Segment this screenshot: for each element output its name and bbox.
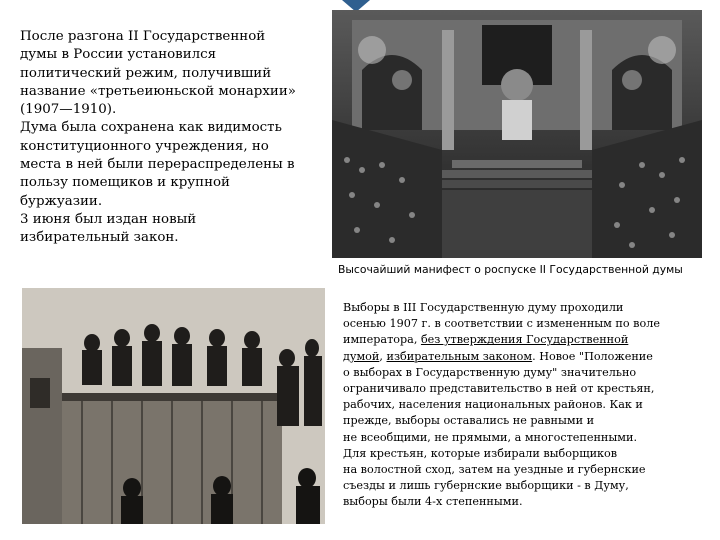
left-text-line: думы в России установился xyxy=(20,47,217,63)
link-electoral-law[interactable]: избирательным законом xyxy=(386,349,533,363)
body-text-line xyxy=(343,332,705,348)
left-text-line: После разгона II Государственной xyxy=(20,29,266,44)
body-text-line: выборы были 4-х степенными. xyxy=(343,495,523,509)
body-text-span: императора, xyxy=(343,333,421,347)
link-without-approval[interactable]: без утверждения Государственной xyxy=(420,333,629,347)
left-text-line: конституционного учреждения, но xyxy=(20,138,269,154)
body-text-line: не всеобщими, не прямыми, а многостепенными. xyxy=(343,430,638,444)
left-text-line: политический режим, получивший xyxy=(20,65,272,81)
body-text-line: Выборы в III Государственную думу проходили xyxy=(343,301,624,314)
body-text-line: о выборах в Государственную думу" значительно xyxy=(343,365,637,379)
top-photo-caption: Высочайший манифест о роспуске II Государственной думы xyxy=(338,263,683,276)
left-text-line: название «третьеиюньской монархии» xyxy=(20,83,296,99)
left-text-line: пользу помещиков и крупной xyxy=(20,175,230,191)
left-text-line: избирательный закон. xyxy=(20,230,179,246)
left-text-block xyxy=(20,28,320,248)
body-text-line: рабочих, населения национальных районов. Как и xyxy=(343,398,643,412)
election-crowd-photo-art xyxy=(22,288,325,524)
left-text-line: Дума была сохранена как видимость xyxy=(20,120,282,136)
duma-hall-photo xyxy=(332,10,702,258)
body-text-span: , xyxy=(379,349,387,363)
body-text-line: Для крестьян, которые избирали выборщиков xyxy=(343,446,618,460)
left-text-line: (1907—1910). xyxy=(20,102,117,118)
body-text-line: съезды и лишь губернские выборщики - в Думу, xyxy=(343,479,629,493)
body-text-line xyxy=(343,349,705,365)
left-text-line: 3 июня был издан новый xyxy=(20,211,197,227)
left-text-line: места в ней были перераспределены в xyxy=(20,157,295,173)
body-text xyxy=(343,300,705,511)
election-crowd-photo xyxy=(22,288,325,524)
body-text-span: . Новое "Положение xyxy=(532,349,653,363)
body-text-line: прежде, выборы оставались не равными и xyxy=(343,414,595,428)
left-text-line: буржуазии. xyxy=(20,193,103,209)
duma-hall-photo-art xyxy=(332,10,702,258)
body-text-line: на волостной сход, затем на уездные и губернские xyxy=(343,463,646,477)
link-duma[interactable]: думой xyxy=(343,349,380,363)
body-text-line: ограничивало представительство в ней от крестьян, xyxy=(343,382,655,396)
body-text-line: осенью 1907 г. в соответствии с измененным по воле xyxy=(343,317,660,331)
